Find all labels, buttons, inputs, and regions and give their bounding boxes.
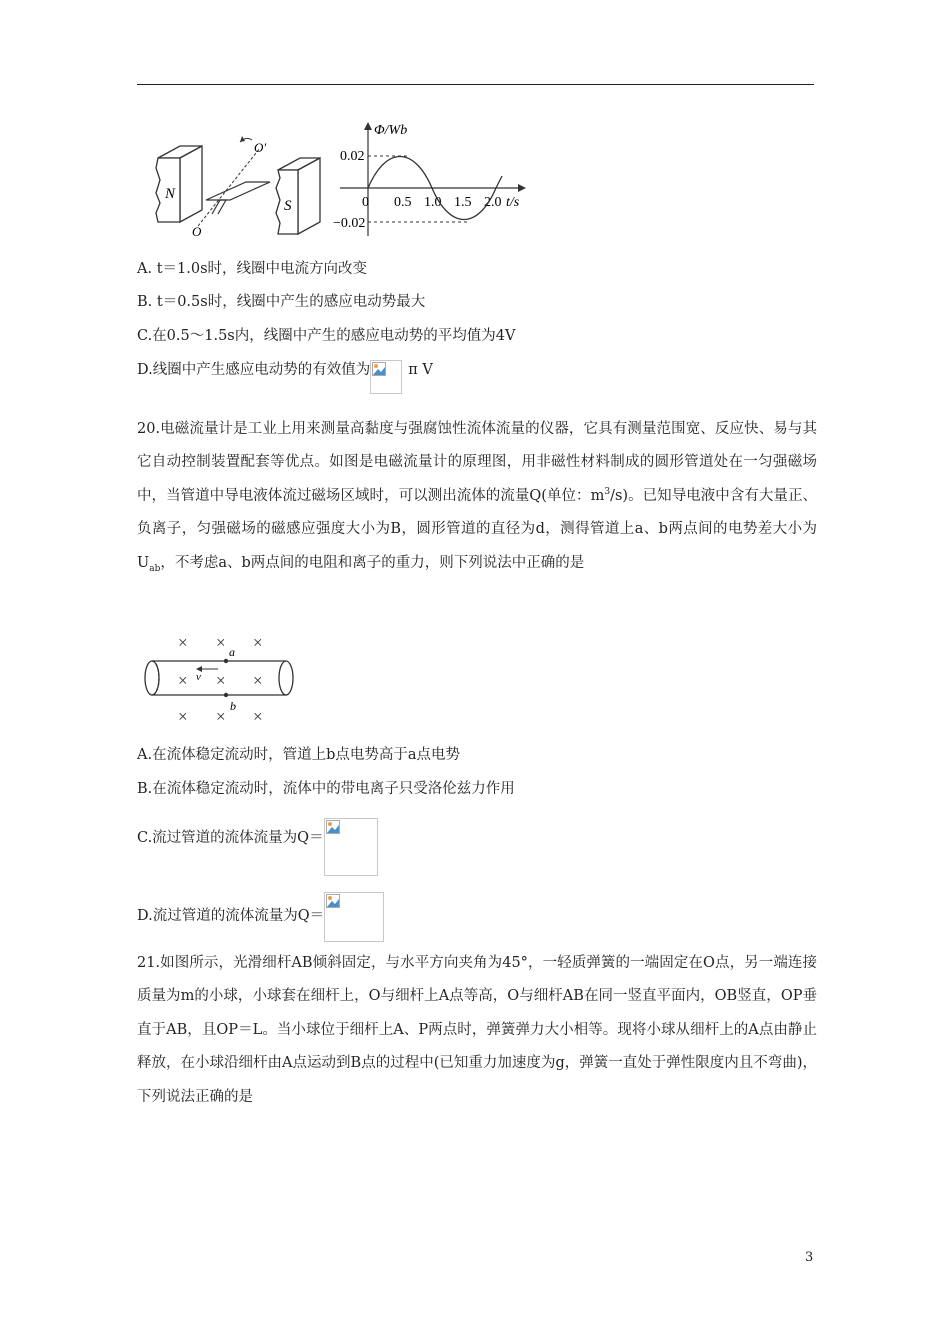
graph-ylabel: Φ/Wb: [374, 123, 408, 138]
page-number: 3: [805, 1250, 814, 1265]
q19-option-c: C.在0.5～1.5s内，线圈中产生的感应电动势的平均值为4V: [137, 328, 516, 344]
point-b: [224, 693, 228, 697]
field-cross: ×: [216, 671, 226, 690]
q19-option-d: [137, 360, 433, 394]
y-tick-pos: 0.02: [340, 149, 365, 164]
q20-option-c: [137, 818, 378, 876]
formula-image-placeholder: [324, 818, 378, 876]
field-cross: ×: [216, 707, 226, 726]
field-cross: ×: [178, 671, 188, 690]
graph-xlabel: t/s: [506, 195, 520, 210]
q19-option-a: A. t＝1.0s时，线圈中电流方向改变: [137, 261, 368, 277]
magnet-s: [276, 158, 320, 234]
q20-option-d-text: D.流过管道的流体流量为Q＝: [137, 908, 325, 924]
y-tick-zero: 0: [362, 195, 369, 210]
q20-option-b: B.在流体稳定流动时，流体中的带电离子只受洛伦兹力作用: [137, 781, 515, 797]
flowmeter-figure: [140, 628, 310, 728]
field-cross: ×: [178, 707, 188, 726]
label-v: v: [196, 671, 201, 683]
formula-image-placeholder: [370, 360, 402, 394]
field-cross: ×: [178, 633, 188, 652]
field-cross: ×: [253, 633, 263, 652]
x-tick-2-0: 2.0: [484, 195, 502, 210]
header-rule: [137, 84, 814, 85]
coil: [206, 182, 270, 214]
q20-option-d: [137, 892, 384, 942]
magnet-s-label: S: [284, 198, 292, 214]
q21-stem: 21.如图所示，光滑细杆AB倾斜固定，与水平方向夹角为45°，一轻质弹簧的一端固定在O点，另一端连接质量为m的小球，小球套在细杆上，O与细杆上A点等高，O与细杆AB在同一竖直平面内，OB竖直，OP垂直于AB，且OP＝L。当小球位于细杆上A、P两点时，弹簧弹力大小相等。现将小球从细杆上的A点由静止释放，在小球沿细杆由A点运动到B点的过程中(已知重力加速度为g，弹簧一直处于弹性限度内且不弯曲)，下列说法正确的是: [137, 955, 817, 1105]
magnet-n: [156, 146, 202, 222]
broken-image-icon: [326, 894, 340, 908]
field-cross: ×: [253, 671, 263, 690]
q20-option-a: A.在流体稳定流动时，管道上b点电势高于a点电势: [137, 747, 461, 763]
flux-graph: [333, 122, 526, 236]
label-b: b: [230, 699, 236, 713]
axis-label-bottom: O: [192, 224, 202, 239]
x-tick-1-0: 1.0: [424, 195, 442, 210]
q19-option-b: B. t＝0.5s时，线圈中产生的感应电动势最大: [137, 294, 426, 310]
magnet-n-label: N: [165, 186, 176, 202]
field-cross: ×: [253, 707, 263, 726]
q20-option-c-text: C.流过管道的流体流量为Q＝: [137, 830, 324, 846]
point-a: [224, 659, 228, 663]
broken-image-icon: [326, 820, 340, 834]
field-cross: ×: [216, 633, 226, 652]
x-tick-1-5: 1.5: [454, 195, 472, 210]
q19-option-d-suffix: π V: [408, 362, 433, 378]
broken-image-icon: [372, 362, 386, 376]
axis-label-top: O′: [254, 140, 267, 155]
q20-stem: 20.电磁流量计是工业上用来测量高黏度与强腐蚀性流体流量的仪器，它具有测量范围宽、反应快、易与其它自动控制装置配套等优点。如图是电磁流量计的原理图，用非磁性材料制成的圆形管道处在一匀强磁场中，当管道中导电液体流过磁场区域时，可以测出流体的流量Q(单位：$m^3/s$)。已知导电液中含有大量正、负离子，匀强磁场的磁感应强度大小为B，圆形管道的直径为d，测得管道上a、b两点间的电势差大小为$U_{ab}$，不考虑a、b两点间的电阻和离子的重力，则下列说法中正确的是: [137, 421, 817, 574]
q19-option-d-prefix: D.线圈中产生感应电动势的有效值为: [137, 362, 371, 378]
y-tick-neg: −0.02: [333, 216, 366, 231]
x-tick-0-5: 0.5: [394, 195, 412, 210]
rotation-axis: [198, 148, 260, 226]
label-a: a: [229, 645, 235, 659]
generator-figure: [150, 118, 530, 248]
formula-image-placeholder: [324, 892, 384, 942]
